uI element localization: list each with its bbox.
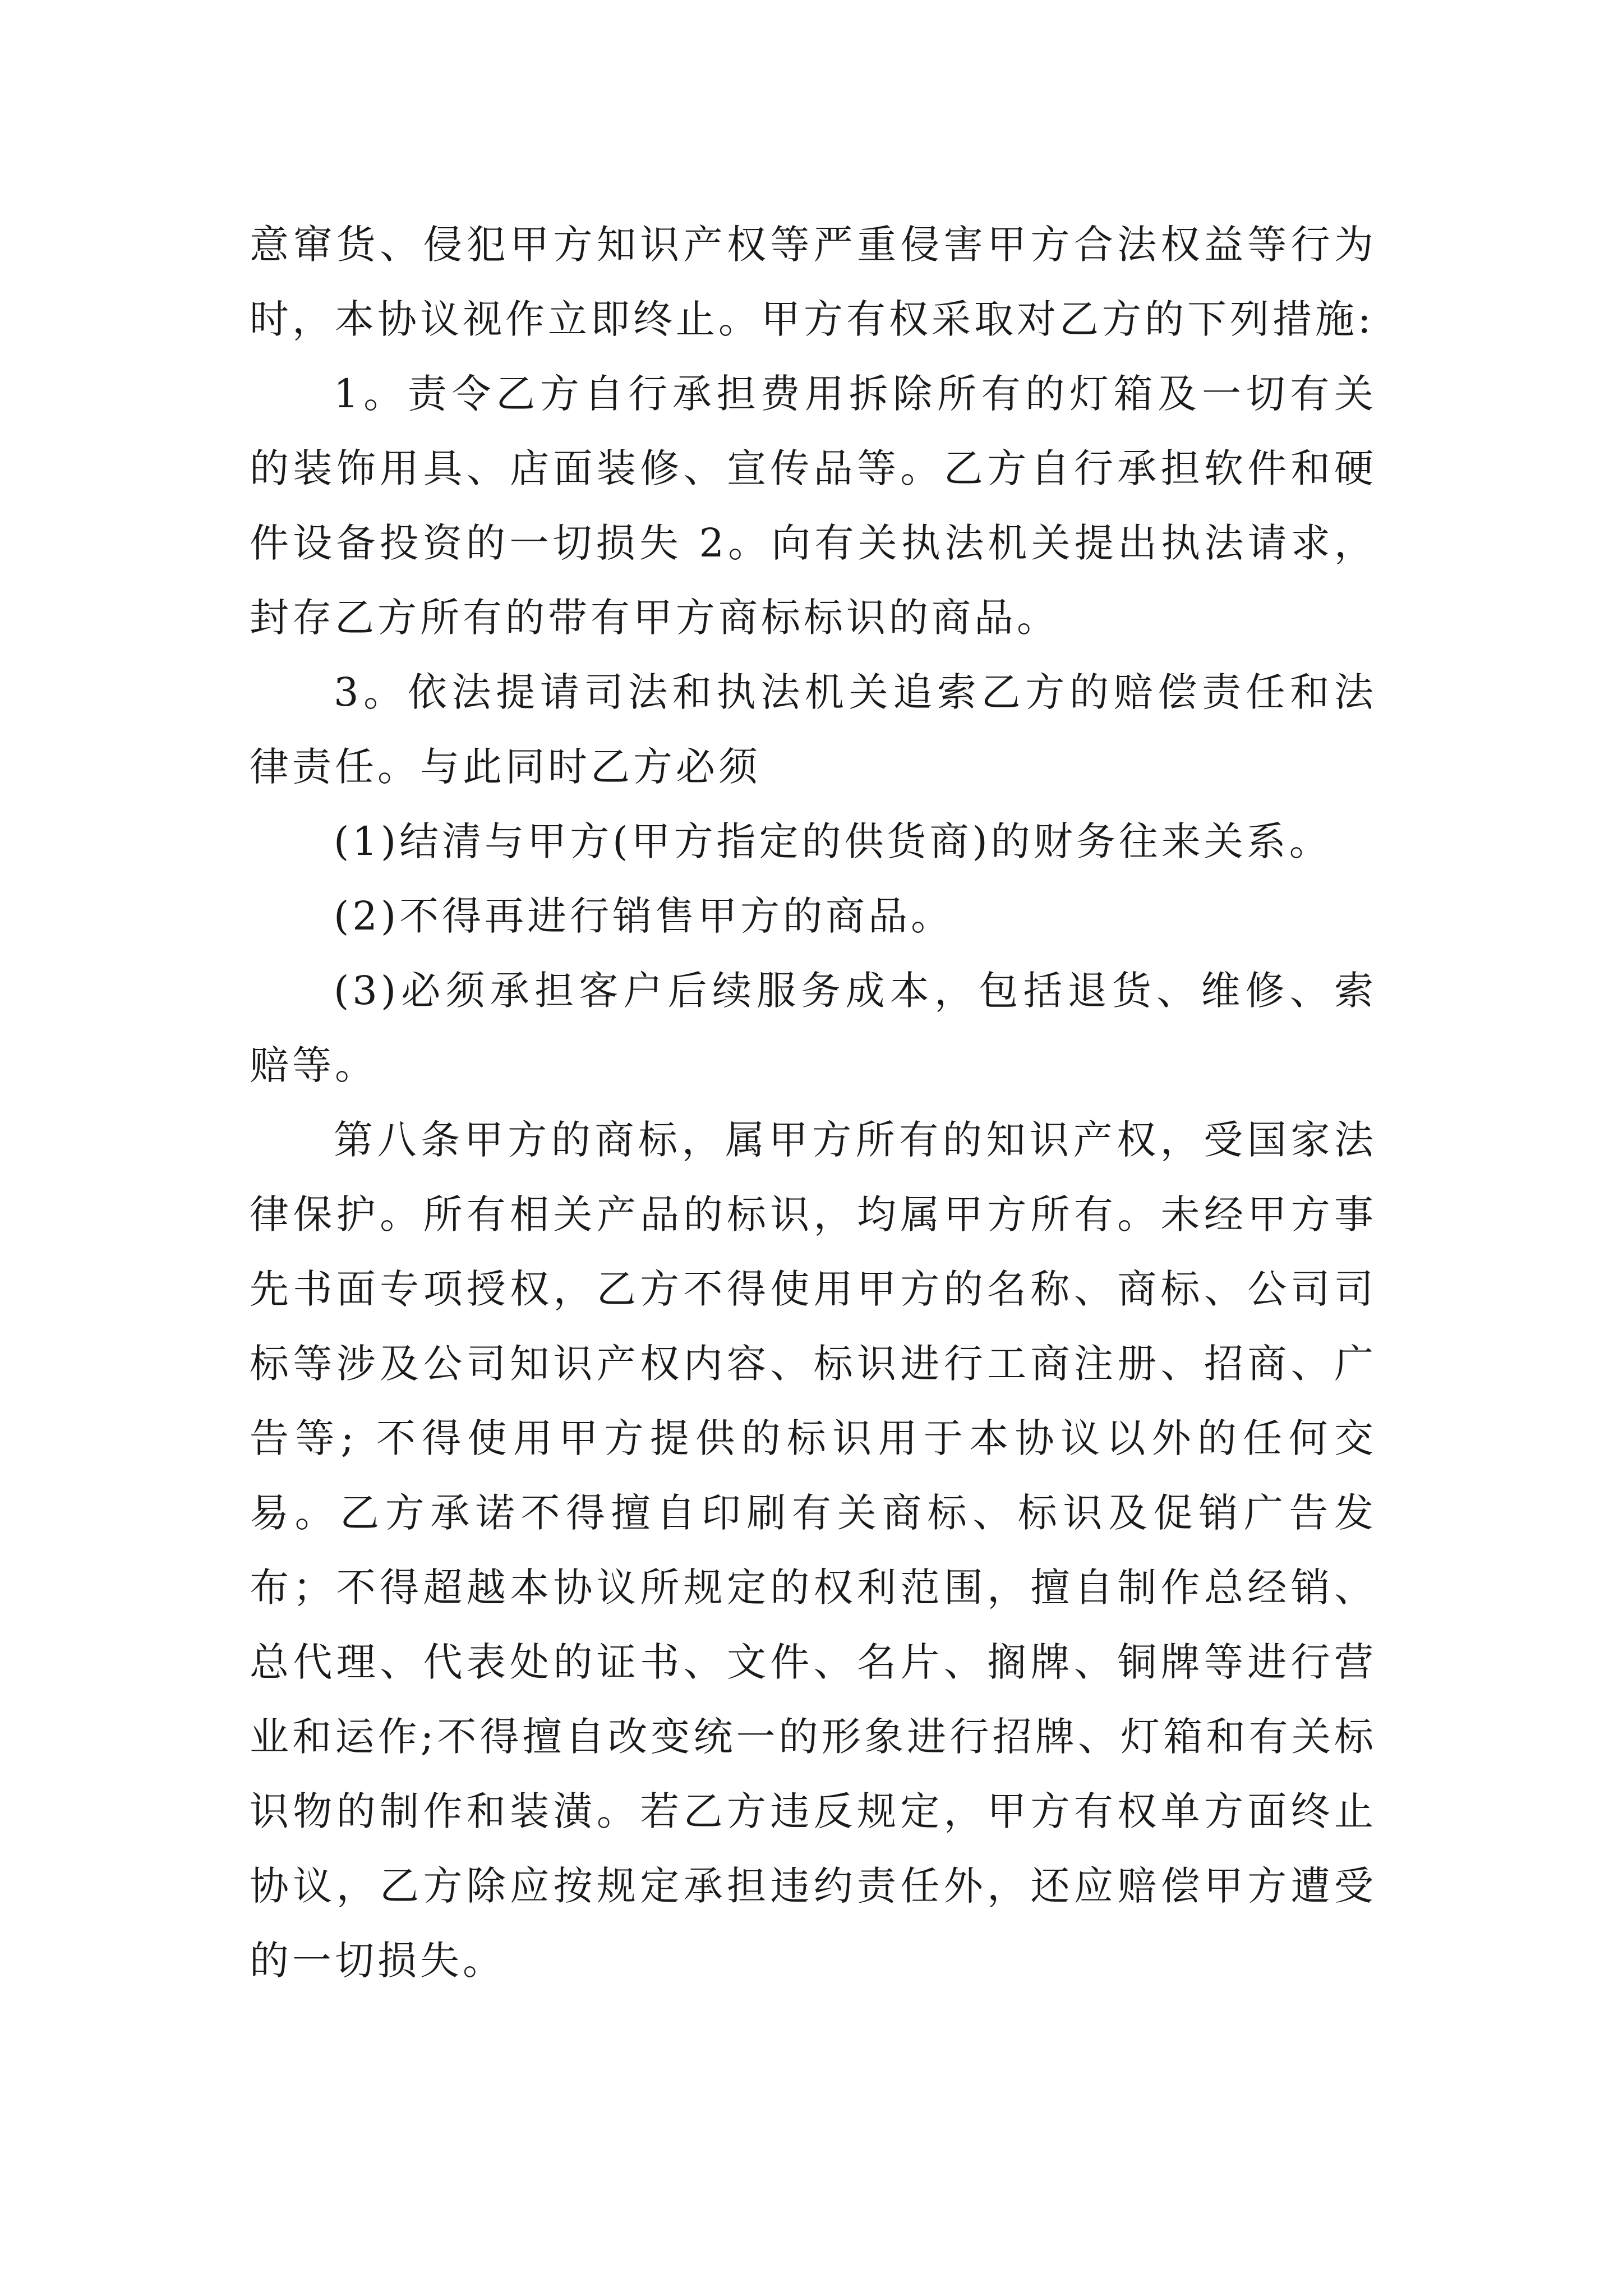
paragraph-termination-measures: 意窜货、侵犯甲方知识产权等严重侵害甲方合法权益等行为时，本协议视作立即终止。甲方有权采取对乙方的下列措施: [250,222,1377,342]
paragraph-measure-1-2: 1。责令乙方自行承担费用拆除所有的灯箱及一切有关的装饰用具、店面装修、宣传品等。乙方自行承担软件和硬件设备投资的一切损失 2。向有关执法机关提出执法请求，封存乙方所有的带有甲方商标标识的商品。 [250,371,1377,641]
paragraph-measure-3: 3。依法提请司法和执法机关追索乙方的赔偿责任和法律责任。与此同时乙方必须 [250,669,1377,790]
paragraph-obligation-3: (3)必须承担客户后续服务成本，包括退货、维修、索赔等。 [250,968,1377,1088]
document-body [250,208,1377,1998]
paragraph-obligation-1: (1)结清与甲方(甲方指定的供货商)的财务往来关系。 [334,818,1332,864]
paragraph-article-8: 第八条甲方的商标，属甲方所有的知识产权，受国家法律保护。所有相关产品的标识，均属甲方所有。未经甲方事先书面专项授权，乙方不得使用甲方的名称、商标、公司司标等涉及公司知识产权内容、标识进行工商注册、招商、广告等; 不得使用甲方提供的标识用于本协议以外的任何交易。乙方承诺不得擅自印刷有关商标、标识及促销广告发布；不得超越本协议所规定的权利范围，擅自制作总经销、总代理、代表处的证书、文件、名片、搁牌、铜牌等进行营业和运作;不得擅自改变统一的形象进行招牌、灯箱和有关标识物的制作和装潢。若乙方违反规定，甲方有权单方面终止协议，乙方除应按规定承担违约责任外，还应赔偿甲方遭受的一切损失。 [250,1117,1377,1984]
paragraph-obligation-2: (2)不得再进行销售甲方的商品。 [334,893,954,939]
